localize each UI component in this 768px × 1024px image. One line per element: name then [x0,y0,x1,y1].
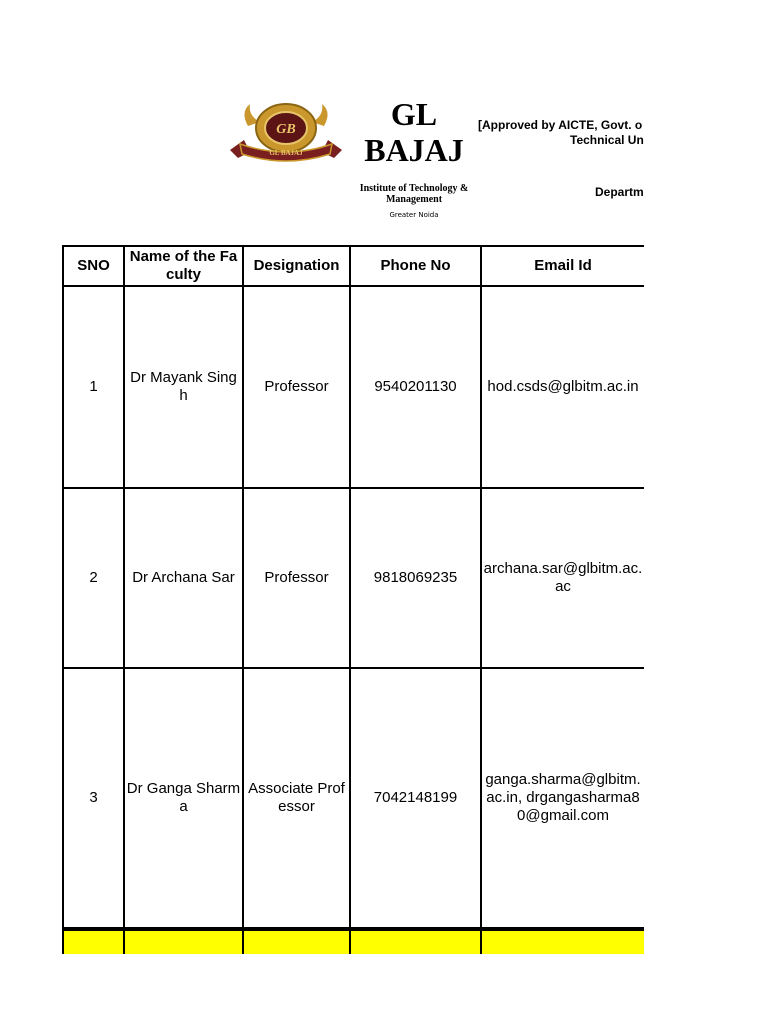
department-label: Departm [595,185,644,199]
highlight-cell [63,929,124,954]
cell-designation: Professor [243,286,350,488]
cell-designation: Associate Professor [243,668,350,929]
brand-subtitle: Institute of Technology & Management [359,183,469,205]
highlight-cell [481,929,644,954]
cell-email: hod.csds@glbitm.ac.in [481,286,644,488]
header-info [478,115,644,215]
svg-text:GB: GB [276,122,296,137]
header-email: Email Id [481,246,644,286]
header-sno: SNO [63,246,124,286]
cell-name: Dr Ganga Sharma [124,668,243,929]
highlighted-row [63,929,644,954]
svg-text:GL BAJAJ: GL BAJAJ [269,149,303,157]
table-header-row [63,246,644,286]
table-row [63,668,644,929]
header-phone: Phone No [350,246,481,286]
table-row [63,286,644,488]
cell-phone: 9540201130 [350,286,481,488]
cell-email: archana.sar@glbitm.ac.ac [481,488,644,668]
cell-name: Dr Archana Sar [124,488,243,668]
cell-sno: 1 [63,286,124,488]
highlight-cell [350,929,481,954]
brand-name: GL BAJAJ [364,96,464,168]
institute-logo [226,98,346,164]
header-designation: Designation [243,246,350,286]
cell-name: Dr Mayank Singh [124,286,243,488]
cell-sno: 3 [63,668,124,929]
faculty-table-container [62,245,644,954]
brand-location: Greater Noida [389,211,439,219]
highlight-cell [243,929,350,954]
cell-phone: 9818069235 [350,488,481,668]
cell-designation: Professor [243,488,350,668]
cell-phone: 7042148199 [350,668,481,929]
cell-email: ganga.sharma@glbitm.ac.in, drgangasharma80@gmail.com [481,668,644,929]
header-name: Name of the Faculty [124,246,243,286]
highlight-cell [124,929,243,954]
approval-text: [Approved by AICTE, Govt. o Technical Un [478,118,644,147]
faculty-table [62,245,644,954]
table-row [63,488,644,668]
cell-sno: 2 [63,488,124,668]
